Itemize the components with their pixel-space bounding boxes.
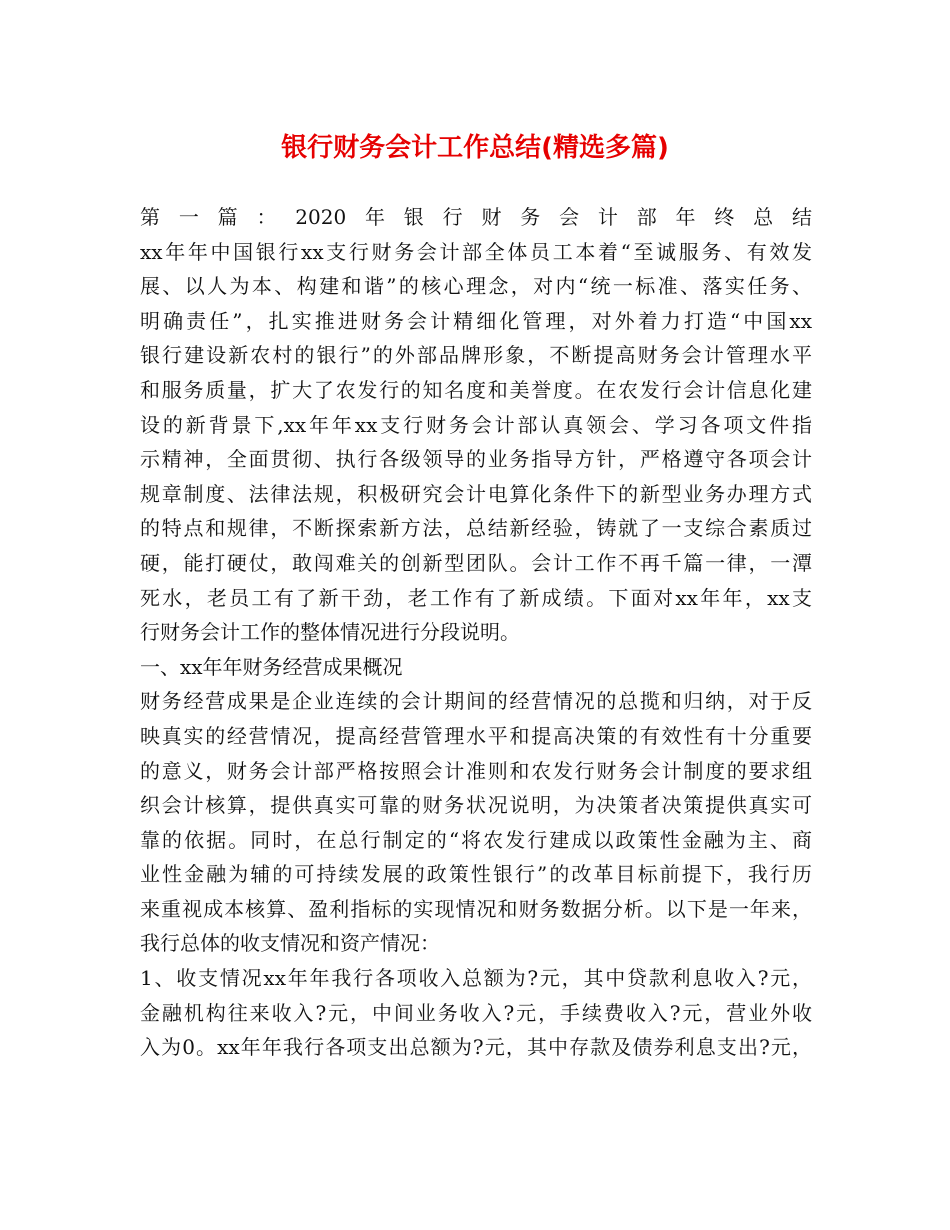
text-line: 入为0。xx年年我行各项支出总额为?元，其中存款及债券利息支出?元， bbox=[140, 1035, 812, 1060]
text-line: 映真实的经营情况，提高经营管理水平和提高决策的有效性有十分重要 bbox=[140, 723, 812, 748]
text-line: 死水，老员工有了新干劲，老工作有了新成绩。下面对xx年年，xx支 bbox=[140, 585, 812, 610]
document-body bbox=[140, 200, 812, 1065]
text-line: 硬，能打硬仗，敢闯难关的创新型团队。会计工作不再千篇一律，一潭 bbox=[140, 550, 812, 575]
text-line: 的意义，财务会计部严格按照会计准则和农发行财务会计制度的要求组 bbox=[140, 758, 812, 783]
text-line: 的特点和规律，不断探索新方法，总结新经验，铸就了一支综合素质过 bbox=[140, 516, 812, 541]
section-heading: 一、xx年年财务经营成果概况 bbox=[140, 654, 403, 679]
text-line: 靠的依据。同时，在总行制定的“将农发行建成以政策性金融为主、商 bbox=[140, 827, 812, 852]
text-line: 明确责任”，扎实推进财务会计精细化管理，对外着力打造“中国xx bbox=[140, 308, 812, 333]
text-line: 来重视成本核算、盈利指标的实现情况和财务数据分析。以下是一年来， bbox=[140, 896, 812, 921]
text-line: 设的新背景下,xx年年xx支行财务会计部认真领会、学习各项文件指 bbox=[140, 412, 812, 437]
text-line: xx年年中国银行xx支行财务会计部全体员工本着“至诚服务、有效发 bbox=[140, 239, 812, 264]
text-line: 业性金融为辅的可持续发展的政策性银行”的改革目标前提下，我行历 bbox=[140, 862, 812, 887]
text-line: 规章制度、法律法规，积极研究会计电算化条件下的新型业务办理方式 bbox=[140, 481, 812, 506]
text-line: 财务经营成果是企业连续的会计期间的经营情况的总揽和归纳，对于反 bbox=[140, 689, 812, 714]
text-line: 我行总体的收支情况和资产情况： bbox=[140, 931, 440, 956]
text-line: 行财务会计工作的整体情况进行分段说明。 bbox=[140, 620, 520, 645]
text-line: 展、以人为本、构建和谐”的核心理念，对内“统一标准、落实任务、 bbox=[140, 274, 812, 299]
text-line: 1、收支情况xx年年我行各项收入总额为?元，其中贷款利息收入?元， bbox=[140, 966, 812, 991]
text-line: 织会计核算，提供真实可靠的财务状况说明，为决策者决策提供真实可 bbox=[140, 793, 812, 818]
text-line: 银行建设新农村的银行”的外部品牌形象，不断提高财务会计管理水平 bbox=[140, 343, 812, 368]
text-line: 第一篇：2020年银行财务会计部年终总结 bbox=[140, 205, 812, 229]
text-line: 金融机构往来收入?元，中间业务收入?元，手续费收入?元，营业外收 bbox=[140, 1000, 812, 1025]
document-title: 银行财务会计工作总结(精选多篇) bbox=[281, 133, 669, 163]
text-line: 和服务质量，扩大了农发行的知名度和美誉度。在农发行会计信息化建 bbox=[140, 377, 812, 402]
text-line: 示精神，全面贯彻、执行各级领导的业务指导方针，严格遵守各项会计 bbox=[140, 447, 812, 472]
